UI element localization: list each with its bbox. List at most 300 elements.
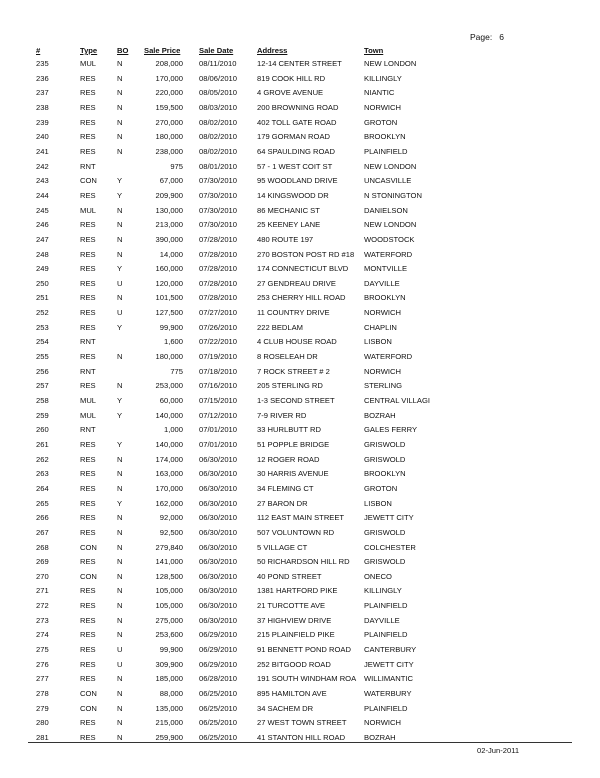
row-type: RES bbox=[80, 630, 96, 640]
row-bo: N bbox=[117, 601, 123, 611]
row-num: 263 bbox=[36, 469, 49, 479]
table-row bbox=[0, 205, 600, 217]
row-bo: N bbox=[117, 469, 123, 479]
row-price: 1,600 bbox=[163, 337, 183, 347]
row-price: 185,000 bbox=[155, 674, 183, 684]
row-date: 06/29/2010 bbox=[199, 659, 238, 669]
row-date: 06/30/2010 bbox=[199, 586, 238, 596]
row-address: 270 BOSTON POST RD #18 bbox=[257, 249, 355, 259]
table-row bbox=[0, 190, 600, 202]
table-row bbox=[0, 366, 600, 378]
row-date: 06/25/2010 bbox=[199, 703, 238, 713]
table-row bbox=[0, 600, 600, 612]
row-num: 254 bbox=[36, 337, 49, 347]
row-address: 34 FLEMING CT bbox=[257, 483, 314, 493]
row-bo: Y bbox=[117, 176, 123, 186]
row-price: 101,500 bbox=[155, 293, 183, 303]
row-address: 14 KINGSWOOD DR bbox=[257, 190, 329, 200]
row-num: 279 bbox=[36, 703, 49, 713]
row-bo: Y bbox=[117, 498, 123, 508]
table-row bbox=[0, 629, 600, 641]
table-row bbox=[0, 161, 600, 173]
row-num: 280 bbox=[36, 718, 49, 728]
row-town: WATERBURY bbox=[364, 689, 412, 698]
row-num: 270 bbox=[36, 571, 49, 581]
row-address: 1-3 SECOND STREET bbox=[257, 395, 335, 405]
table-row bbox=[0, 278, 600, 290]
row-bo: N bbox=[117, 483, 123, 493]
row-date: 06/29/2010 bbox=[199, 630, 238, 640]
row-type: RES bbox=[80, 674, 96, 684]
row-type: RES bbox=[80, 586, 96, 596]
row-type: RES bbox=[80, 381, 96, 391]
row-bo: N bbox=[117, 527, 123, 537]
table-header bbox=[0, 45, 600, 57]
row-price: 170,000 bbox=[155, 483, 183, 493]
row-town: GRISWOLD bbox=[364, 557, 406, 567]
row-town: BROOKLYN bbox=[364, 293, 406, 303]
row-type: RES bbox=[80, 249, 96, 259]
row-bo: Y bbox=[117, 264, 123, 274]
row-bo: N bbox=[117, 689, 123, 698]
row-address: 480 ROUTE 197 bbox=[257, 234, 314, 244]
row-town: GRISWOLD bbox=[364, 454, 406, 464]
row-price: 105,000 bbox=[155, 586, 183, 596]
row-price: 270,000 bbox=[155, 117, 183, 127]
row-num: 276 bbox=[36, 659, 49, 669]
row-num: 266 bbox=[36, 513, 49, 523]
row-address: 11 COUNTRY DRIVE bbox=[257, 308, 330, 318]
row-type: CON bbox=[80, 703, 97, 713]
row-town: GALES FERRY bbox=[364, 425, 418, 435]
table-row bbox=[0, 659, 600, 671]
row-num: 257 bbox=[36, 381, 49, 391]
row-num: 242 bbox=[36, 161, 49, 171]
row-address: 7 ROCK STREET # 2 bbox=[257, 366, 330, 376]
row-num: 278 bbox=[36, 689, 49, 698]
row-bo: U bbox=[117, 645, 123, 654]
row-bo: N bbox=[117, 117, 123, 127]
row-town: LISBON bbox=[364, 498, 392, 508]
row-type: RES bbox=[80, 718, 96, 728]
row-type: RES bbox=[80, 264, 96, 274]
row-town: GRISWOLD bbox=[364, 439, 406, 449]
row-num: 238 bbox=[36, 103, 49, 112]
row-date: 07/30/2010 bbox=[199, 190, 238, 200]
row-town: PLAINFIELD bbox=[364, 703, 408, 713]
table-row bbox=[0, 512, 600, 524]
row-town: NORWICH bbox=[364, 308, 401, 318]
table-row bbox=[0, 249, 600, 261]
row-price: 253,600 bbox=[155, 630, 183, 640]
row-bo: N bbox=[117, 73, 123, 83]
row-type: RES bbox=[80, 278, 96, 288]
table-row bbox=[0, 571, 600, 583]
row-address: 51 POPPLE BRIDGE bbox=[257, 439, 330, 449]
row-type: RES bbox=[80, 513, 96, 523]
header-date: Sale Date bbox=[199, 46, 234, 55]
row-bo: U bbox=[117, 659, 123, 669]
row-address: 12 ROGER ROAD bbox=[257, 454, 320, 464]
row-bo: N bbox=[117, 220, 123, 230]
row-bo: N bbox=[117, 615, 123, 625]
row-price: 128,500 bbox=[155, 571, 183, 581]
row-num: 264 bbox=[36, 483, 49, 493]
row-town: BROOKLYN bbox=[364, 132, 406, 142]
row-bo: N bbox=[117, 132, 123, 142]
row-price: 215,000 bbox=[155, 718, 183, 728]
row-date: 06/30/2010 bbox=[199, 542, 238, 552]
row-type: RES bbox=[80, 645, 96, 654]
row-type: RES bbox=[80, 601, 96, 611]
row-num: 268 bbox=[36, 542, 49, 552]
row-type: RNT bbox=[80, 337, 96, 347]
row-bo: N bbox=[117, 352, 123, 361]
row-type: RNT bbox=[80, 366, 96, 376]
row-price: 140,000 bbox=[155, 439, 183, 449]
row-town: NEW LONDON bbox=[364, 220, 417, 230]
row-bo: Y bbox=[117, 322, 123, 332]
row-town: BROOKLYN bbox=[364, 469, 406, 479]
row-date: 06/30/2010 bbox=[199, 571, 238, 581]
row-address: 34 SACHEM DR bbox=[257, 703, 314, 713]
row-date: 06/30/2010 bbox=[199, 557, 238, 567]
row-num: 246 bbox=[36, 220, 49, 230]
row-price: 99,900 bbox=[159, 645, 183, 654]
row-price: 159,500 bbox=[155, 103, 183, 112]
row-price: 135,000 bbox=[155, 703, 183, 713]
row-num: 273 bbox=[36, 615, 49, 625]
row-price: 275,000 bbox=[155, 615, 183, 625]
row-num: 237 bbox=[36, 88, 49, 98]
row-town: PLAINFIELD bbox=[364, 601, 408, 611]
row-num: 247 bbox=[36, 234, 49, 244]
row-type: RES bbox=[80, 146, 96, 156]
row-price: 163,000 bbox=[155, 469, 183, 479]
row-price: 170,000 bbox=[155, 73, 183, 83]
row-date: 07/01/2010 bbox=[199, 425, 238, 435]
row-address: 91 BENNETT POND ROAD bbox=[257, 645, 351, 654]
row-price: 238,000 bbox=[155, 146, 183, 156]
row-town: BOZRAH bbox=[364, 732, 396, 742]
row-date: 07/16/2010 bbox=[199, 381, 238, 391]
row-num: 281 bbox=[36, 732, 49, 742]
row-num: 236 bbox=[36, 73, 49, 83]
row-price: 88,000 bbox=[159, 689, 183, 698]
table-row bbox=[0, 73, 600, 85]
row-price: 259,900 bbox=[155, 732, 183, 742]
row-bo: N bbox=[117, 557, 123, 567]
row-bo: N bbox=[117, 571, 123, 581]
row-address: 112 EAST MAIN STREET bbox=[257, 513, 345, 523]
row-price: 92,000 bbox=[159, 513, 183, 523]
row-num: 249 bbox=[36, 264, 49, 274]
row-address: 41 STANTON HILL ROAD bbox=[257, 732, 346, 742]
row-address: 95 WOODLAND DRIVE bbox=[257, 176, 338, 186]
row-date: 07/30/2010 bbox=[199, 205, 238, 215]
row-date: 06/30/2010 bbox=[199, 615, 238, 625]
row-price: 120,000 bbox=[155, 278, 183, 288]
row-type: RES bbox=[80, 454, 96, 464]
row-address: 64 SPAULDING ROAD bbox=[257, 146, 335, 156]
row-date: 08/01/2010 bbox=[199, 161, 238, 171]
row-bo: N bbox=[117, 59, 123, 68]
row-bo: Y bbox=[117, 395, 123, 405]
row-town: JEWETT CITY bbox=[364, 513, 414, 523]
table-row bbox=[0, 468, 600, 480]
row-town: JEWETT CITY bbox=[364, 659, 414, 669]
row-bo: Y bbox=[117, 410, 123, 420]
row-type: CON bbox=[80, 176, 97, 186]
table-row bbox=[0, 117, 600, 129]
row-town: KILLINGLY bbox=[364, 73, 402, 83]
table-row bbox=[0, 673, 600, 685]
row-bo: N bbox=[117, 542, 123, 552]
row-type: RNT bbox=[80, 425, 96, 435]
row-address: 30 HARRIS AVENUE bbox=[257, 469, 329, 479]
table-row bbox=[0, 263, 600, 275]
row-price: 775 bbox=[170, 366, 183, 376]
row-type: CON bbox=[80, 571, 97, 581]
row-address: 895 HAMILTON AVE bbox=[257, 689, 327, 698]
row-type: RNT bbox=[80, 161, 96, 171]
row-type: RES bbox=[80, 439, 96, 449]
row-num: 256 bbox=[36, 366, 49, 376]
row-num: 274 bbox=[36, 630, 49, 640]
row-num: 271 bbox=[36, 586, 49, 596]
table-row bbox=[0, 498, 600, 510]
row-type: RES bbox=[80, 103, 96, 112]
row-bo: N bbox=[117, 630, 123, 640]
row-date: 08/03/2010 bbox=[199, 103, 238, 112]
row-town: KILLINGLY bbox=[364, 586, 402, 596]
row-address: 86 MECHANIC ST bbox=[257, 205, 320, 215]
row-type: RES bbox=[80, 220, 96, 230]
table-row bbox=[0, 703, 600, 715]
row-town: CHAPLIN bbox=[364, 322, 397, 332]
row-town: DAYVILLE bbox=[364, 278, 400, 288]
table-row bbox=[0, 87, 600, 99]
row-address: 215 PLAINFIELD PIKE bbox=[257, 630, 335, 640]
table-row bbox=[0, 146, 600, 158]
row-date: 06/30/2010 bbox=[199, 498, 238, 508]
row-date: 07/19/2010 bbox=[199, 352, 238, 361]
row-type: RES bbox=[80, 732, 96, 742]
row-town: CENTRAL VILLAGI bbox=[364, 395, 430, 405]
row-type: RES bbox=[80, 483, 96, 493]
header-price: Sale Price bbox=[144, 46, 181, 55]
row-date: 07/30/2010 bbox=[199, 176, 238, 186]
row-date: 07/28/2010 bbox=[199, 249, 238, 259]
row-price: 1,000 bbox=[163, 425, 183, 435]
row-town: GROTON bbox=[364, 117, 398, 127]
row-date: 08/05/2010 bbox=[199, 88, 238, 98]
row-date: 07/28/2010 bbox=[199, 234, 238, 244]
table-row bbox=[0, 717, 600, 729]
row-type: RES bbox=[80, 527, 96, 537]
row-type: RES bbox=[80, 322, 96, 332]
row-date: 06/25/2010 bbox=[199, 718, 238, 728]
row-price: 209,900 bbox=[155, 190, 183, 200]
row-price: 14,000 bbox=[159, 249, 183, 259]
footer-rule bbox=[28, 742, 572, 743]
row-num: 261 bbox=[36, 439, 49, 449]
row-bo: U bbox=[117, 278, 123, 288]
table-row bbox=[0, 556, 600, 568]
row-date: 08/02/2010 bbox=[199, 117, 238, 127]
row-address: 27 GENDREAU DRIVE bbox=[257, 278, 336, 288]
row-town: MONTVILLE bbox=[364, 264, 408, 274]
row-bo: N bbox=[117, 103, 123, 112]
row-address: 25 KEENEY LANE bbox=[257, 220, 321, 230]
row-date: 08/02/2010 bbox=[199, 146, 238, 156]
row-price: 60,000 bbox=[159, 395, 183, 405]
row-price: 174,000 bbox=[155, 454, 183, 464]
row-date: 07/12/2010 bbox=[199, 410, 238, 420]
row-town: WATERFORD bbox=[364, 352, 413, 361]
header-bo: BO bbox=[117, 46, 129, 55]
row-date: 07/18/2010 bbox=[199, 366, 238, 376]
table-row bbox=[0, 234, 600, 246]
row-date: 07/15/2010 bbox=[199, 395, 238, 405]
row-price: 92,500 bbox=[159, 527, 183, 537]
row-num: 240 bbox=[36, 132, 49, 142]
row-bo: N bbox=[117, 513, 123, 523]
row-num: 245 bbox=[36, 205, 49, 215]
table-row bbox=[0, 131, 600, 143]
row-price: 140,000 bbox=[155, 410, 183, 420]
row-town: DAYVILLE bbox=[364, 615, 400, 625]
row-town: LISBON bbox=[364, 337, 392, 347]
row-date: 06/30/2010 bbox=[199, 454, 238, 464]
row-town: NEW LONDON bbox=[364, 59, 417, 68]
row-type: RES bbox=[80, 73, 96, 83]
row-bo: Y bbox=[117, 439, 123, 449]
row-date: 07/27/2010 bbox=[199, 308, 238, 318]
row-type: RES bbox=[80, 498, 96, 508]
row-num: 269 bbox=[36, 557, 49, 567]
row-type: RES bbox=[80, 132, 96, 142]
row-address: 57 - 1 WEST COIT ST bbox=[257, 161, 333, 171]
table-row bbox=[0, 292, 600, 304]
row-type: RES bbox=[80, 659, 96, 669]
row-date: 08/02/2010 bbox=[199, 132, 238, 142]
row-type: RES bbox=[80, 190, 96, 200]
row-date: 06/30/2010 bbox=[199, 527, 238, 537]
row-date: 06/30/2010 bbox=[199, 483, 238, 493]
footer-date: 02-Jun-2011 bbox=[477, 746, 520, 755]
row-address: 402 TOLL GATE ROAD bbox=[257, 117, 337, 127]
row-type: RES bbox=[80, 234, 96, 244]
row-date: 07/30/2010 bbox=[199, 220, 238, 230]
row-address: 33 HURLBUTT RD bbox=[257, 425, 321, 435]
row-town: ONECO bbox=[364, 571, 392, 581]
header-type: Type bbox=[80, 46, 98, 55]
page-number-label: Page: 6 bbox=[470, 32, 505, 42]
row-town: WILLIMANTIC bbox=[364, 674, 413, 684]
row-num: 241 bbox=[36, 146, 49, 156]
row-town: PLAINFIELD bbox=[364, 630, 408, 640]
row-date: 07/26/2010 bbox=[199, 322, 238, 332]
row-type: MUL bbox=[80, 410, 97, 420]
table-row bbox=[0, 410, 600, 422]
row-town: BOZRAH bbox=[364, 410, 396, 420]
row-address: 205 STERLING RD bbox=[257, 381, 323, 391]
row-price: 213,000 bbox=[155, 220, 183, 230]
row-town: NIANTIC bbox=[364, 88, 395, 98]
row-num: 275 bbox=[36, 645, 49, 654]
row-town: COLCHESTER bbox=[364, 542, 416, 552]
table-row bbox=[0, 380, 600, 392]
row-address: 37 HIGHVIEW DRIVE bbox=[257, 615, 332, 625]
row-date: 06/30/2010 bbox=[199, 601, 238, 611]
row-date: 06/30/2010 bbox=[199, 513, 238, 523]
row-address: 179 GORMAN ROAD bbox=[257, 132, 331, 142]
row-date: 07/28/2010 bbox=[199, 278, 238, 288]
row-num: 260 bbox=[36, 425, 49, 435]
row-address: 4 GROVE AVENUE bbox=[257, 88, 324, 98]
row-date: 06/25/2010 bbox=[199, 732, 238, 742]
table-row bbox=[0, 395, 600, 407]
row-address: 507 VOLUNTOWN RD bbox=[257, 527, 335, 537]
row-num: 277 bbox=[36, 674, 49, 684]
table-row bbox=[0, 585, 600, 597]
table-row bbox=[0, 322, 600, 334]
row-bo: N bbox=[117, 146, 123, 156]
row-bo: N bbox=[117, 674, 123, 684]
row-bo: N bbox=[117, 234, 123, 244]
row-price: 975 bbox=[170, 161, 183, 171]
row-bo: N bbox=[117, 718, 123, 728]
row-type: RES bbox=[80, 308, 96, 318]
row-address: 253 CHERRY HILL ROAD bbox=[257, 293, 346, 303]
row-num: 250 bbox=[36, 278, 49, 288]
row-address: 27 WEST TOWN STREET bbox=[257, 718, 347, 728]
row-num: 248 bbox=[36, 249, 49, 259]
row-address: 222 BEDLAM bbox=[257, 322, 304, 332]
row-date: 08/06/2010 bbox=[199, 73, 238, 83]
row-type: CON bbox=[80, 542, 97, 552]
row-address: 27 BARON DR bbox=[257, 498, 308, 508]
row-town: CANTERBURY bbox=[364, 645, 417, 654]
row-date: 07/28/2010 bbox=[199, 264, 238, 274]
row-price: 127,500 bbox=[155, 308, 183, 318]
table-row bbox=[0, 542, 600, 554]
row-address: 8 ROSELEAH DR bbox=[257, 352, 318, 361]
row-town: NEW LONDON bbox=[364, 161, 417, 171]
row-price: 390,000 bbox=[155, 234, 183, 244]
row-type: RES bbox=[80, 88, 96, 98]
table-row bbox=[0, 439, 600, 451]
row-town: WATERFORD bbox=[364, 249, 413, 259]
table-row bbox=[0, 219, 600, 231]
header-town: Town bbox=[364, 46, 384, 55]
table-row bbox=[0, 58, 600, 70]
row-address: 12-14 CENTER STREET bbox=[257, 59, 342, 68]
row-date: 08/11/2010 bbox=[199, 59, 237, 68]
row-price: 162,000 bbox=[155, 498, 183, 508]
row-num: 243 bbox=[36, 176, 49, 186]
row-date: 06/25/2010 bbox=[199, 689, 238, 698]
row-address: 7-9 RIVER RD bbox=[257, 410, 307, 420]
row-town: GROTON bbox=[364, 483, 398, 493]
row-price: 279,840 bbox=[155, 542, 183, 552]
row-bo: N bbox=[117, 293, 123, 303]
table-row bbox=[0, 351, 600, 363]
row-type: RES bbox=[80, 469, 96, 479]
row-bo: N bbox=[117, 732, 123, 742]
row-address: 1381 HARTFORD PIKE bbox=[257, 586, 338, 596]
